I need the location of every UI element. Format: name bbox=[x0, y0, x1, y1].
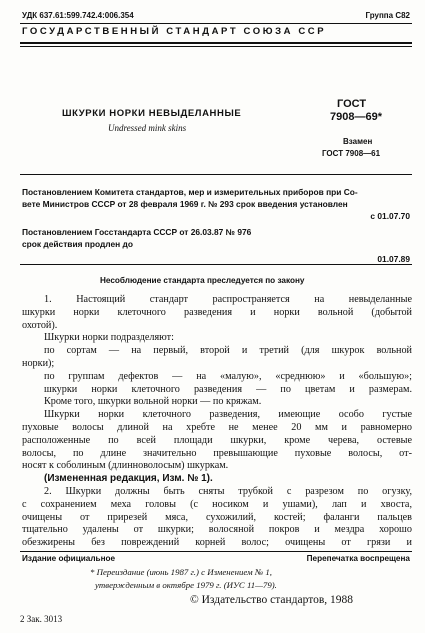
body-line: 1. Настоящий стандарт распространяется на невыделанные bbox=[44, 294, 412, 305]
decree-1-date: с 01.07.70 bbox=[370, 211, 410, 221]
replaces-label: Взамен bbox=[343, 137, 373, 146]
body-line: Шкурки норки клеточного разведения, имеющие особо густые bbox=[44, 409, 412, 421]
order-number: 2 Зак. 3013 bbox=[20, 614, 63, 624]
state-standard-heading: ГОСУДАРСТВЕННЫЙ СТАНДАРТ СОЮЗА ССР bbox=[22, 26, 327, 37]
body-line: охотой). bbox=[22, 319, 58, 331]
decree-1-line-1: Постановлением Комитета стандартов, мер и измерительных приборов при Со- bbox=[22, 187, 358, 197]
body-line: норки); bbox=[22, 357, 55, 369]
amendment-note: (Измененная редакция, Изм. № 1). bbox=[44, 473, 213, 485]
header-rule-thick bbox=[20, 42, 412, 44]
header-rule-thin bbox=[20, 46, 412, 47]
header-rule-top bbox=[20, 23, 412, 24]
decree-rule bbox=[20, 264, 412, 265]
replaces-standard: ГОСТ 7908—61 bbox=[322, 149, 381, 158]
decree-2-line-1: Постановлением Госстандарта СССР от 26.03.87 № 976 bbox=[22, 227, 252, 237]
standard-body bbox=[22, 294, 412, 550]
law-notice: Несоблюдение стандарта преследуется по закону bbox=[100, 276, 305, 285]
udk-code: УДК 637.61:599.742.4:006.354 bbox=[22, 11, 134, 20]
official-edition: Издание официальное bbox=[22, 554, 116, 563]
gost-label: ГОСТ bbox=[337, 98, 367, 110]
decree-2-line-2: срок действия продлен до bbox=[22, 239, 133, 249]
footer-rule bbox=[20, 551, 412, 552]
standard-title-english: Undressed mink skins bbox=[108, 123, 187, 133]
body-line: носят к соболиным (длинноволосым) шкуркам. bbox=[22, 460, 229, 472]
decree-2-date: 01.07.89 bbox=[377, 254, 410, 264]
body-line: обезжирены без повреждений корней волос; очищены от грязи и bbox=[22, 537, 412, 549]
reissue-note-line-1: * Переиздание (июнь 1987 г.) с Изменением № 1, bbox=[90, 567, 272, 577]
body-line: шкурки норки клеточного разведения — по цветам и размерам. bbox=[44, 383, 412, 395]
body-line: расположенные по всей площади шкурки, кроме черева, остевые bbox=[22, 434, 412, 446]
body-line: с сохранением меха головы (с носиком и ушами), лап и хвоста, bbox=[22, 498, 412, 510]
title-block-rule bbox=[20, 174, 412, 175]
standard-title: ШКУРКИ НОРКИ НЕВЫДЕЛАННЫЕ bbox=[62, 108, 242, 119]
body-line: тщательно удалены от шкурки; волосяной покров и мездра хорошо bbox=[22, 524, 412, 536]
group-code: Группа С82 bbox=[365, 11, 410, 20]
body-line: Кроме того, шкурки вольной норки — по кряжам. bbox=[44, 396, 262, 408]
reprint-prohibited: Перепечатка воспрещена bbox=[306, 554, 410, 563]
gost-number: 7908—69* bbox=[330, 111, 382, 123]
reissue-note-line-2: утвержденным в октябре 1979 г. (ИУС 11—79). bbox=[95, 580, 277, 590]
body-line: шкурки норки клеточного разведения и норки вольной (добытой bbox=[22, 306, 412, 318]
body-line: по сортам — на первый, второй и третий (для шкурок вольной bbox=[44, 345, 412, 357]
body-line: Шкурки норки подразделяют: bbox=[44, 332, 174, 344]
publisher-copyright: © Издательство стандартов, 1988 bbox=[190, 594, 354, 606]
decree-1-line-2: вете Министров СССР от 28 февраля 1969 г. № 293 срок введения установлен bbox=[22, 199, 348, 209]
body-line: волосы, по длине значительно превышающие пуховые волосы, от- bbox=[22, 447, 412, 459]
body-line: очищены от прирезей мяса, сухожилий, костей; фаланги пальцев bbox=[22, 511, 412, 523]
body-line: пуховые волосы длиной на хребте не менее 20 мм и равномерно bbox=[22, 421, 412, 433]
body-line: по группам дефектов — на «малую», «среднюю» и «большую»; bbox=[44, 370, 412, 382]
body-line: 2. Шкурки должны быть сняты трубкой с разрезом по огузку, bbox=[44, 485, 412, 497]
